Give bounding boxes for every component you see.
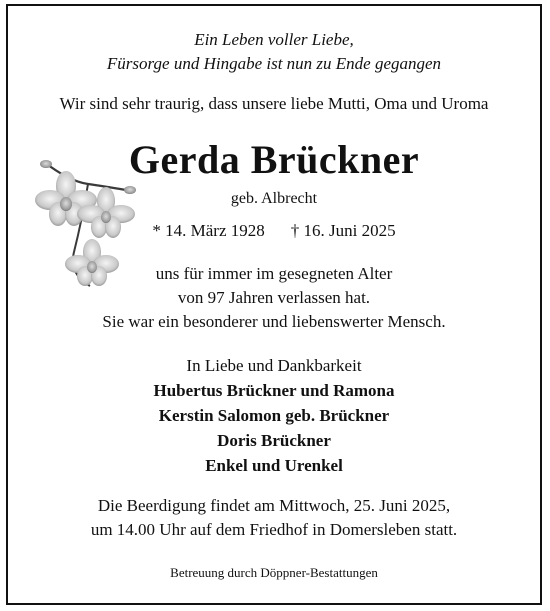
funeral-line-1: Die Beerdigung findet am Mittwoch, 25. Juni 2025,	[97, 496, 451, 515]
body-line-2: von 97 Jahren verlassen hat.	[177, 288, 371, 307]
birth-date: * 14. März 1928	[152, 221, 265, 240]
motto-line-1: Ein Leben voller Liebe,	[194, 30, 354, 49]
mourner-name: Doris Brückner	[217, 431, 331, 450]
mourner-name: Kerstin Salomon geb. Brückner	[158, 406, 390, 425]
body-line-3: Sie war ein besonderer und liebenswerter Mensch.	[102, 312, 446, 331]
undertaker-note: Betreuung durch Döppner-Bestattungen	[170, 565, 378, 580]
obituary-notice	[6, 4, 542, 605]
body-line-1: uns für immer im gesegneten Alter	[155, 264, 393, 283]
birth-name: geb. Albrecht	[230, 190, 318, 207]
death-date: † 16. Juni 2025	[290, 221, 396, 240]
motto-line-2: Fürsorge und Hingabe ist nun zu Ende gegangen	[106, 54, 442, 73]
mourner-name: Enkel und Urenkel	[205, 456, 343, 475]
funeral-line-2: um 14.00 Uhr auf dem Friedhof in Domersleben statt.	[90, 520, 458, 539]
mourner-name: Hubertus Brückner und Ramona	[153, 381, 395, 400]
deceased-name: Gerda Brückner	[128, 137, 420, 182]
orchid-flower-icon	[30, 156, 142, 296]
mourners-intro: In Liebe und Dankbarkeit	[186, 356, 362, 375]
intro-text: Wir sind sehr traurig, dass unsere liebe Mutti, Oma und Uroma	[59, 94, 489, 113]
